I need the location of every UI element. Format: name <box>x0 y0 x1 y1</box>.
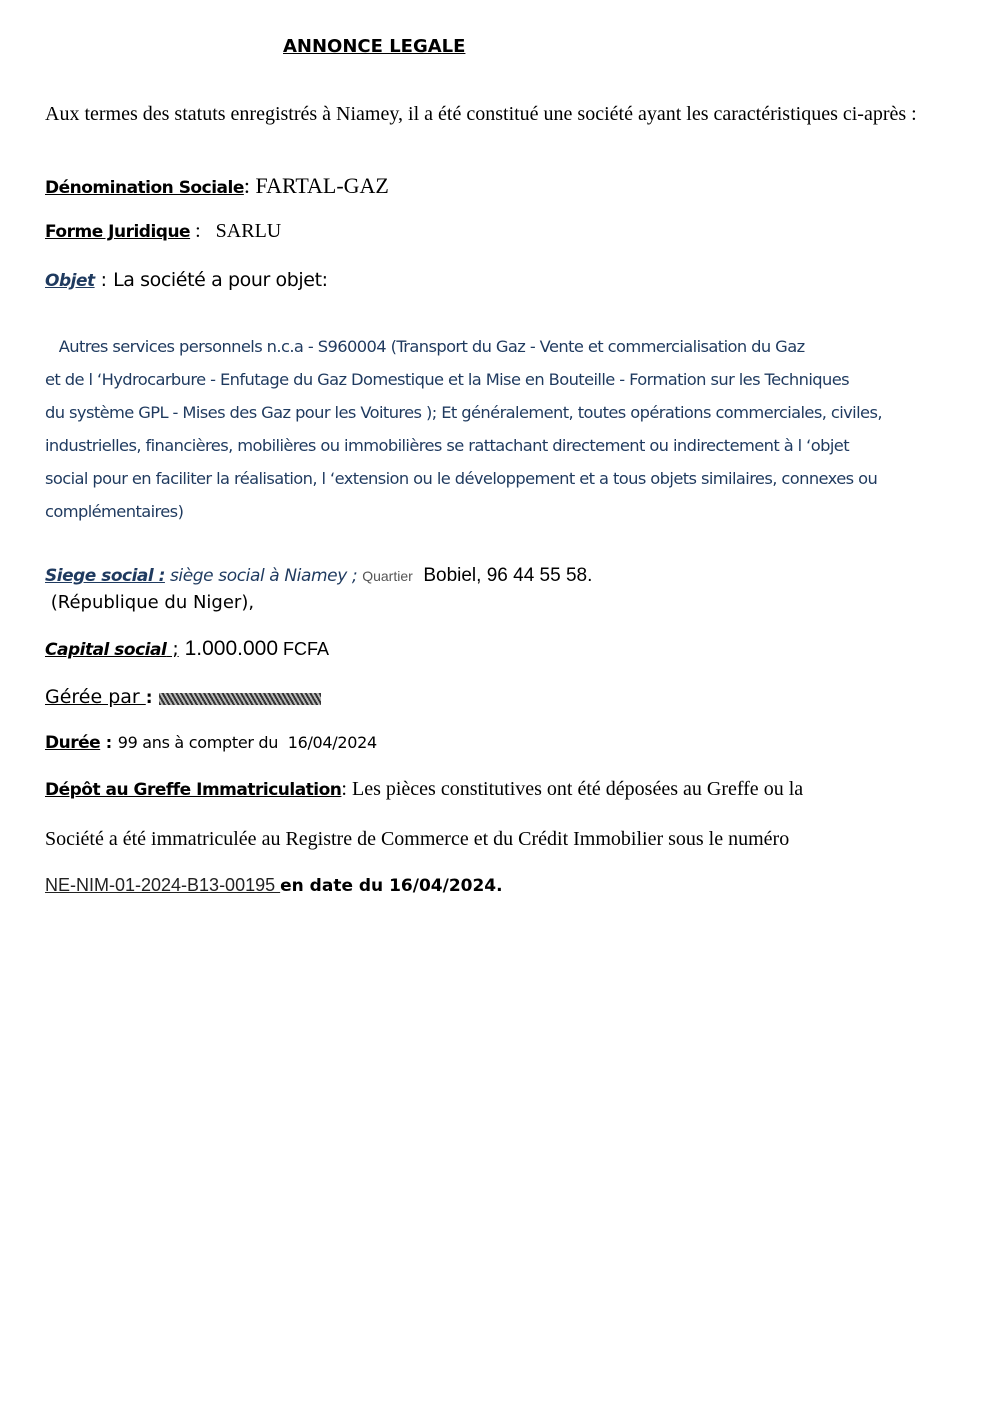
objet-description: Autres services personnels n.c.a - S960004 (Transport du Gaz - Vente et commercialisation du Gaz et de l ‘Hydrocarbure - Enfutage du Gaz Domestique et la Mise en Bouteille - Formation sur les Techniques du système GPL - Mises des Gaz pour les Voitures ); Et généralement, toutes opérations commerciales, civiles, industrielles, financières, mobilières ou immobilières se rattachant directement ou indirectement à l ‘objet social pour en faciliter la réalisation, l ‘extension ou le développement et a tous objets similaires, connexes ou complémentaires) <box>45 337 882 521</box>
siege-address: Bobiel, 96 44 55 58. <box>412 565 593 586</box>
depot-numero-row <box>45 875 503 896</box>
objet-value: La société a pour objet: <box>113 269 328 291</box>
siege-row: Siege social : siège social à Niamey ; Quartier Bobiel, 96 44 55 58. <box>45 565 593 586</box>
registre-date: en date du 16/04/2024. <box>280 876 503 896</box>
depot-line2: Société a été immatriculée au Registre de Commerce et du Crédit Immobilier sous le numéro <box>45 828 790 850</box>
denomination-label: Dénomination Sociale <box>45 178 244 198</box>
capital-row: Capital social ; 1.000.000 FCFA <box>45 637 330 660</box>
intro-paragraph: Aux termes des statuts enregistrés à Niamey, il a été constitué une société ayant les caractéristiques ci-après : <box>45 103 917 125</box>
objet-row: Objet : La société a pour objet: <box>45 269 328 291</box>
registre-numero: NE-NIM-01-2024-B13-00195 <box>45 875 281 895</box>
duree-value: 99 ans à compter du 16/04/2024 <box>117 733 377 752</box>
duree-label: Durée <box>45 733 101 753</box>
depot-row: Dépôt au Greffe Immatriculation: Les pièces constitutives ont été déposées au Greffe ou la <box>45 778 804 800</box>
denomination-row: Dénomination Sociale: FARTAL-GAZ <box>45 173 389 198</box>
objet-label: Objet <box>45 271 95 291</box>
redacted-manager-name <box>159 693 321 705</box>
page-title: ANNONCE LEGALE <box>283 36 466 57</box>
siege-label: Siege social : <box>45 566 165 586</box>
forme-row: Forme Juridique : SARLU <box>45 220 282 242</box>
siege-country: (République du Niger), <box>45 592 255 613</box>
depot-label: Dépôt au Greffe Immatriculation <box>45 780 342 800</box>
denomination-value: FARTAL-GAZ <box>255 173 389 198</box>
geree-label: Gérée par <box>45 686 146 708</box>
geree-row: Gérée par : <box>45 686 321 708</box>
forme-value: SARLU <box>215 220 282 242</box>
capital-label: Capital social <box>45 640 167 660</box>
capital-amount: 1.000.000 <box>178 637 279 660</box>
forme-label: Forme Juridique <box>45 222 191 242</box>
duree-row: Durée : 99 ans à compter du 16/04/2024 <box>45 733 377 753</box>
